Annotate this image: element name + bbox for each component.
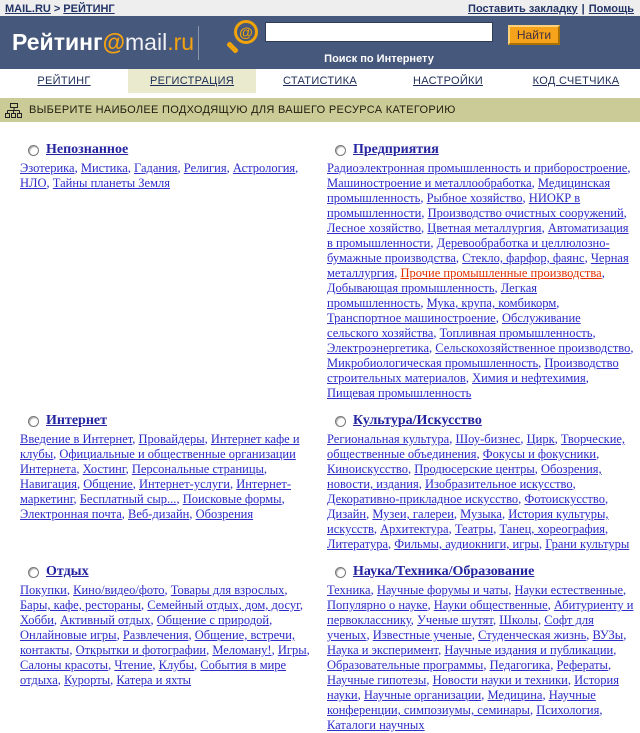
subcategory-link[interactable]: История культуры, искусств	[327, 507, 609, 536]
subcategory-link[interactable]: Пищевая промышленность	[327, 386, 472, 400]
subcategory-link[interactable]: Бары, кафе, рестораны	[20, 598, 142, 612]
subcategory-link[interactable]: Производство очистных сооружений	[427, 206, 624, 220]
magnifier-handle	[226, 41, 239, 54]
subcategory-link[interactable]: Прочие промышленные производства	[400, 266, 602, 280]
tab-link-registration[interactable]: РЕГИСТРАЦИЯ	[149, 75, 235, 87]
search-input[interactable]	[265, 22, 493, 42]
magnifier-icon	[228, 20, 258, 52]
subcategory-link[interactable]: Мистика	[80, 161, 128, 175]
subcategory-link[interactable]: История науки	[327, 673, 619, 702]
subcategory-link[interactable]: Покупки	[20, 583, 67, 597]
subcategory-link[interactable]: Театры	[454, 522, 494, 536]
subcategory-link[interactable]: Науки общественные	[433, 598, 548, 612]
logo-rating-text: Рейтинг	[12, 29, 103, 55]
category-header	[327, 413, 634, 429]
subcategory-link[interactable]: Литература	[327, 537, 388, 551]
subcategory-link[interactable]: Катера и яхты	[116, 673, 192, 687]
subcategory-link[interactable]: Деревообработка и целлюлозно-бумажные производства	[327, 236, 610, 265]
category-header	[20, 142, 317, 158]
subcategory-link[interactable]: Каталоги научных	[327, 718, 425, 732]
subcategory-link[interactable]: Научные конференции, симпозиумы, семинары	[327, 688, 596, 717]
subcategory-link[interactable]: Науки естественные	[514, 583, 624, 597]
subcategory-link[interactable]: Региональная культура	[327, 432, 450, 446]
category-radio-internet[interactable]	[28, 416, 39, 427]
subcategory-link[interactable]: Лесное хозяйство	[327, 221, 422, 235]
category-title-link-internet[interactable]: Интернет	[46, 413, 107, 428]
subcategory-link[interactable]: Персональные страницы	[131, 462, 264, 476]
subcategory-link[interactable]: Клубы	[158, 658, 195, 672]
tab-link-rating[interactable]: РЕЙТИНГ	[37, 75, 91, 87]
subcategory-link[interactable]: Радиоэлектронная промышленность и приборостроение	[327, 161, 628, 175]
subcategory-link[interactable]: Общение, встречи, контакты	[20, 628, 296, 657]
subcategory-link[interactable]: Кино/видео/фото	[73, 583, 165, 597]
subcategory-link[interactable]: Сельскохозяйственное производство	[435, 341, 631, 355]
subcategory-link[interactable]: Машиностроение и металлообработка	[327, 176, 532, 190]
subcategory-link[interactable]: Медицина	[487, 688, 543, 702]
tab-statistics[interactable]	[256, 69, 384, 93]
subcategory-links: Региональная культура, Шоу-бизнес, Цирк, Творческие, общественные объединения, Фокусы и фокусники, Киноискусство, Продюсерские центры, Обозрения, новости, издания, Изобразительное искусство, Декоративно-прикладное искусство, Фотоискусство, Дизайн, Музеи, галереи, Музыка, История культуры, искусств, Архитектура, Театры, Танец, хореография, Литература, Фильмы, аудиокниги, игры, Грани культуры	[327, 432, 630, 551]
subcategory-link[interactable]: ВУЗы	[592, 628, 624, 642]
bookmark-link[interactable]: Поставить закладку	[468, 2, 578, 15]
subcategory-link[interactable]: Творческие, общественные объединения	[327, 432, 626, 461]
subcategory-link[interactable]: Танец, хореография	[499, 522, 606, 536]
tab-link-counter-code[interactable]: КОД СЧЕТЧИКА	[532, 75, 620, 87]
subcategory-link[interactable]: Наука и эксперимент	[327, 643, 439, 657]
subcategory-link[interactable]: Веб-дизайн	[128, 507, 190, 521]
subcategory-link[interactable]: Открытки и фотографии	[75, 643, 207, 657]
category-title-link-enterprises[interactable]: Предприятия	[353, 142, 439, 157]
category-section-internet	[20, 413, 317, 522]
breadcrumb-mailru-link[interactable]: MAIL.RU	[5, 2, 51, 15]
subcategory-link[interactable]: Научные гипотезы	[327, 673, 427, 687]
subcategory-link[interactable]: Официальные и общественные организации Интернета	[20, 447, 296, 476]
subcategory-link[interactable]: Микробиологическая промышленность	[327, 356, 539, 370]
category-title-link-leisure[interactable]: Отдых	[46, 564, 89, 579]
help-link[interactable]: Помощь	[588, 2, 634, 15]
subcategory-link[interactable]: Фильмы, аудиокниги, игры	[394, 537, 539, 551]
category-title-link-science-tech-education[interactable]: Наука/Техника/Образование	[353, 564, 535, 579]
subcategory-link[interactable]: Дизайн	[327, 507, 367, 521]
category-section-science-tech-education	[327, 564, 634, 733]
header	[0, 16, 640, 69]
subcategory-link[interactable]: Обозрения, новости, издания	[327, 462, 602, 491]
category-section-culture-art	[327, 413, 634, 552]
subcategory-link[interactable]: Грани культуры	[545, 537, 630, 551]
subcategory-link[interactable]: Научные организации	[363, 688, 482, 702]
category-section-enterprises	[327, 142, 634, 401]
subcategory-link[interactable]: Хобби	[20, 613, 54, 627]
subcategory-link[interactable]: Шоу-бизнес	[455, 432, 521, 446]
subcategory-link[interactable]: Провайдеры	[138, 432, 205, 446]
subcategory-link[interactable]: Цирк	[526, 432, 555, 446]
magnifier-glass: @	[234, 20, 258, 44]
subcategory-links: Радиоэлектронная промышленность и приборостроение, Машиностроение и металлообработка, Медицинская промышленность, Рыбное хозяйство, НИОКР в промышленности, Производство очистных сооружений, Лесное хозяйство, Цветная металлургия, Автоматизация в промышленности, Деревообработка и целлюлозно-бумажные производства, Стекло, фарфор, фаянс, Черная металлургия, Прочие промышленные производства, Добывающая промышленность, Легкая промышленность, Мука, крупа, комбикорм, Транспортное машиностроение, Обслуживание сельского хозяйства, Топливная промышленность, Электроэнергетика, Сельскохозяйственное производство, Микробиологическая промышленность, Производство строительных материалов, Химия и нефтехимия, Пищевая промышленность	[327, 161, 634, 400]
subcategory-link[interactable]: Абитуриенту и первокласснику	[327, 598, 634, 627]
subcategory-link[interactable]: Техника	[327, 583, 371, 597]
subcategory-link[interactable]: Тайны планеты Земля	[52, 176, 170, 190]
sitemap-icon	[5, 103, 22, 118]
subcategory-link[interactable]: Топливная промышленность	[439, 326, 593, 340]
subcategory-link[interactable]: Товары для взрослых	[170, 583, 285, 597]
category-radio-unknown[interactable]	[28, 145, 39, 156]
subcategory-link[interactable]: Транспортное машиностроение	[327, 311, 496, 325]
breadcrumb-rating-link[interactable]: РЕЙТИНГ	[63, 2, 115, 15]
subcategory-link[interactable]: Онлайновые игры	[20, 628, 117, 642]
subcategory-links: Техника, Научные форумы и чаты, Науки естественные, Популярно о науке, Науки общественные, Абитуриенту и первокласснику, Ученые шутят, Школы, Софт для ученых, Известные ученые, Студенческая жизнь, ВУЗы, Наука и эксперимент, Научные издания и публикации, Образовательные программы, Педагогика, Рефераты, Научные гипотезы, Новости науки и техники, История науки, Научные организации, Медицина, Научные конференции, симпозиумы, семинары, Психология, Каталоги научных	[327, 583, 634, 732]
top-links-separator: |	[581, 2, 585, 15]
subcategory-link[interactable]: Интернет кафе и клубы	[20, 432, 300, 461]
logo-domain-text: .ru	[167, 29, 195, 55]
subcategory-link[interactable]: Продюсерские центры	[414, 462, 535, 476]
subcategory-link[interactable]: Архитектура	[380, 522, 449, 536]
subcategory-link[interactable]: Игры	[277, 643, 307, 657]
subcategory-link[interactable]: Мука, крупа, комбикорм	[426, 296, 557, 310]
category-header	[327, 142, 634, 158]
subcategory-link[interactable]: Автоматизация в промышленности	[327, 221, 629, 250]
category-header	[20, 413, 317, 429]
tab-counter-code[interactable]	[512, 69, 640, 93]
subcategory-link[interactable]: Салоны красоты	[20, 658, 109, 672]
subcategory-link[interactable]: Музеи, галереи	[372, 507, 454, 521]
subcategory-link[interactable]: Рефераты	[556, 658, 608, 672]
subcategory-link[interactable]: Рыбное хозяйство	[426, 191, 523, 205]
subcategory-link[interactable]: Введение в Интернет	[20, 432, 133, 446]
subcategory-link[interactable]: Стекло, фарфор, фаянс	[462, 251, 585, 265]
subcategory-link[interactable]: Астрология	[232, 161, 296, 175]
category-radio-science-tech-education[interactable]	[335, 567, 346, 578]
subcategory-link[interactable]: Бесплатный сыр...	[79, 492, 177, 506]
breadcrumb	[5, 3, 115, 15]
subcategory-link[interactable]: Черная металлургия	[327, 251, 629, 280]
subcategory-links: Эзотерика, Мистика, Гадания, Религия, Астрология, НЛО, Тайны планеты Земля	[20, 161, 299, 190]
category-title-link-unknown[interactable]: Непознанное	[46, 142, 129, 157]
subcategory-link[interactable]: Интернет-маркетинг	[20, 477, 292, 506]
subcategory-link[interactable]: Новости науки и техники	[432, 673, 568, 687]
tab-registration[interactable]	[128, 69, 256, 93]
subcategory-link[interactable]: НЛО	[20, 176, 47, 190]
subcategory-link[interactable]: Общение с природой	[156, 613, 270, 627]
subcategory-link[interactable]: Школы	[499, 613, 538, 627]
subcategory-link[interactable]: Эзотерика	[20, 161, 75, 175]
subcategory-link[interactable]: Развлечения	[122, 628, 189, 642]
subcategory-link[interactable]: Научные издания и публикации	[444, 643, 614, 657]
subcategory-link[interactable]: Киноискусство	[327, 462, 408, 476]
search-caption: Поиск по Интернету	[324, 53, 434, 65]
category-instruction-bar	[0, 98, 640, 122]
search-button[interactable]: Найти	[508, 25, 560, 45]
subcategory-link[interactable]: Религия	[183, 161, 227, 175]
subcategory-link[interactable]: Общение	[83, 477, 133, 491]
tab-rating[interactable]	[0, 69, 128, 93]
subcategory-link[interactable]: Образовательные программы	[327, 658, 484, 672]
subcategory-link[interactable]: Декоративно-прикладное искусство	[327, 492, 519, 506]
logo-mail-text: mail	[125, 29, 168, 55]
subcategory-links: Покупки, Кино/видео/фото, Товары для взрослых, Бары, кафе, рестораны, Семейный отдых, дом, досуг, Хобби, Активный отдых, Общение с природой, Онлайновые игры, Развлечения, Общение, встречи, контакты, Открытки и фотографии, Меломану!, Игры, Салоны красоты, Чтение, Клубы, События в мире отдыха, Курорты, Катера и яхты	[20, 583, 310, 687]
breadcrumb-separator: >	[53, 2, 61, 15]
subcategory-link[interactable]: Чтение	[114, 658, 153, 672]
subcategory-link[interactable]: Медицинская промышленность	[327, 176, 611, 205]
category-header	[20, 564, 317, 580]
subcategory-link[interactable]: Добывающая промышленность	[327, 281, 495, 295]
tab-settings[interactable]	[384, 69, 512, 93]
subcategory-link[interactable]: Музыка	[460, 507, 502, 521]
category-grid	[0, 122, 640, 733]
subcategory-link[interactable]: Студенческая жизнь	[478, 628, 587, 642]
category-section-unknown	[20, 142, 317, 191]
subcategory-link[interactable]: Легкая промышленность	[327, 281, 538, 310]
subcategory-link[interactable]: Известные ученые	[372, 628, 472, 642]
subcategory-link[interactable]: Обслуживание сельского хозяйства	[327, 311, 581, 340]
subcategory-link[interactable]: Химия и нефтехимия	[472, 371, 586, 385]
subcategory-link[interactable]: Психология	[536, 703, 600, 717]
subcategory-link[interactable]: Софт для ученых	[327, 613, 594, 642]
subcategory-link[interactable]: Активный отдых	[60, 613, 151, 627]
subcategory-link[interactable]: Фотоискусство	[524, 492, 605, 506]
subcategory-link[interactable]: Гадания	[134, 161, 178, 175]
tab-link-settings[interactable]: НАСТРОЙКИ	[413, 75, 483, 87]
subcategory-link[interactable]: Цветная металлургия	[427, 221, 542, 235]
category-radio-culture-art[interactable]	[335, 416, 346, 427]
subcategory-links: Введение в Интернет, Провайдеры, Интернет кафе и клубы, Официальные и общественные организации Интернета, Хостинг, Персональные страницы, Навигация, Общение, Интернет-услуги, Интернет-маркетинг, Бесплатный сыр..., Поисковые формы, Электронная почта, Веб-дизайн, Обозрения	[20, 432, 300, 521]
subcategory-link[interactable]: Курорты	[64, 673, 111, 687]
subcategory-link[interactable]: Меломану!	[212, 643, 272, 657]
logo-at-glyph: @	[102, 29, 126, 55]
subcategory-link[interactable]: Ученые шутят	[417, 613, 493, 627]
category-section-leisure	[20, 564, 317, 688]
subcategory-link[interactable]: НИОКР в промышленности	[327, 191, 581, 220]
top-bar-links	[468, 3, 634, 15]
subcategory-link[interactable]: Хостинг	[82, 462, 126, 476]
top-bar	[0, 0, 640, 16]
subcategory-link[interactable]: Семейный отдых, дом, досуг	[147, 598, 300, 612]
category-header	[327, 564, 634, 580]
subcategory-link[interactable]: Поисковые формы	[182, 492, 282, 506]
category-radio-leisure[interactable]	[28, 567, 39, 578]
category-title-link-culture-art[interactable]: Культура/Искусство	[353, 413, 482, 428]
subcategory-link[interactable]: Научные форумы и чаты	[376, 583, 509, 597]
subcategory-link[interactable]: Педагогика	[489, 658, 551, 672]
subcategory-link[interactable]: Обозрения	[195, 507, 254, 521]
subcategory-link[interactable]: Интернет-услуги	[138, 477, 230, 491]
subcategory-link[interactable]: Электронная почта	[20, 507, 122, 521]
logo-divider	[198, 26, 199, 60]
category-radio-enterprises[interactable]	[335, 145, 346, 156]
category-instruction-text: ВЫБЕРИТЕ НАИБОЛЕЕ ПОДХОДЯЩУЮ ДЛЯ ВАШЕГО РЕСУРСА КАТЕГОРИЮ	[29, 104, 456, 116]
subcategory-link[interactable]: Навигация	[20, 477, 77, 491]
rating-mail-logo[interactable]	[12, 29, 194, 56]
subcategory-link[interactable]: Популярно о науке	[327, 598, 428, 612]
subcategory-link[interactable]: Фокусы и фокусники	[482, 447, 597, 461]
subcategory-link[interactable]: Изобразительное искусство	[424, 477, 573, 491]
nav-tabs	[0, 69, 640, 93]
subcategory-link[interactable]: Электроэнергетика	[327, 341, 429, 355]
tab-link-statistics[interactable]: СТАТИСТИКА	[283, 75, 357, 87]
subcategory-link[interactable]: События в мире отдыха	[20, 658, 287, 687]
subcategory-link[interactable]: Производство строительных материалов	[327, 356, 619, 385]
